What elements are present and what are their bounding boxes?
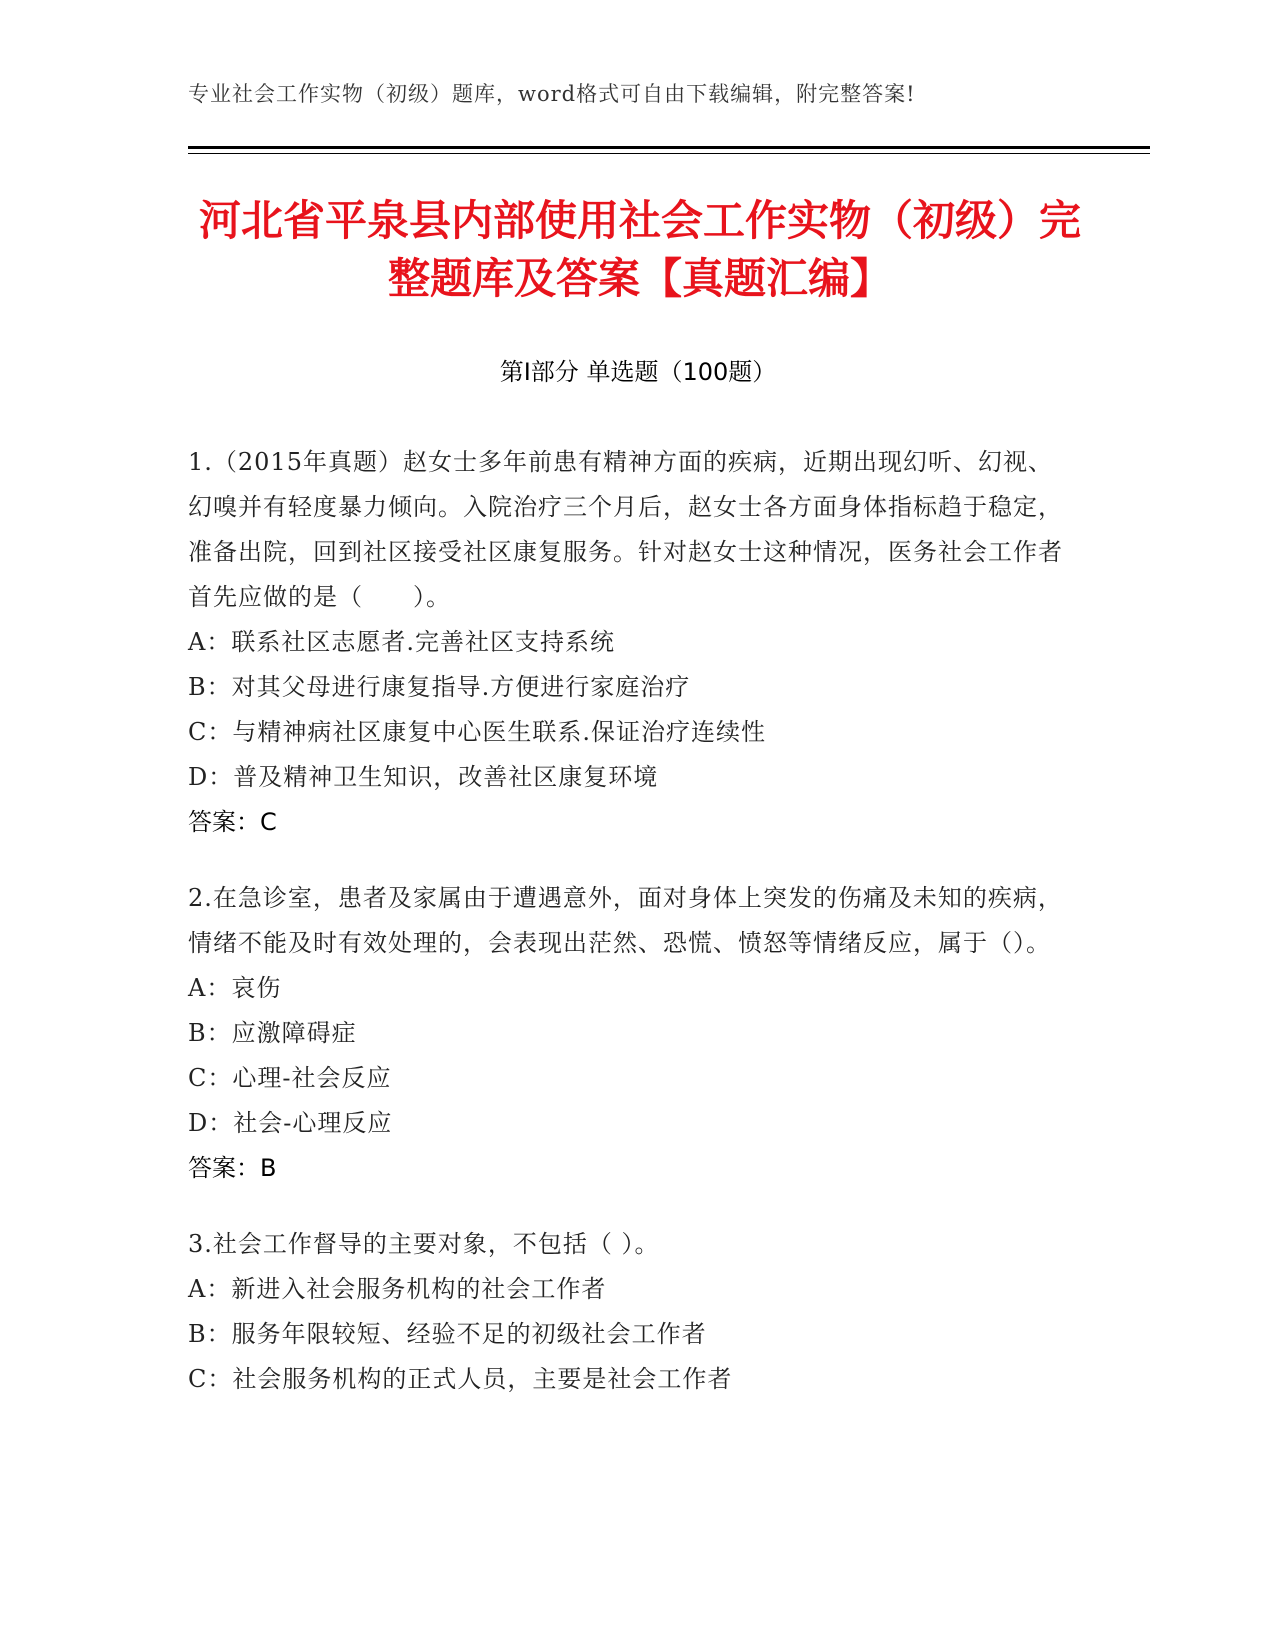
question-3 xyxy=(188,1222,1068,1402)
header-rule-thin xyxy=(188,153,1150,154)
question-stem: 3.社会工作督导的主要对象，不包括（ ）。 xyxy=(188,1230,660,1258)
option-c: C：心理-社会反应 xyxy=(188,1064,392,1092)
header-rule-thick xyxy=(188,146,1150,149)
question-stem: 2.在急诊室，患者及家属由于遭遇意外，面对身体上突发的伤痛及未知的疾病，情绪不能及时有效处理的，会表现出茫然、恐慌、愤怒等情绪反应，属于（）。 xyxy=(188,884,1063,957)
option-d: D：普及精神卫生知识，改善社区康复环境 xyxy=(188,763,659,791)
option-b: B：对其父母进行康复指导.方便进行家庭治疗 xyxy=(188,673,691,701)
answer-line: 答案：C xyxy=(188,808,277,836)
header-note: 专业社会工作实物（初级）题库，word格式可自由下载编辑，附完整答案! xyxy=(188,82,916,106)
option-c: C：社会服务机构的正式人员，主要是社会工作者 xyxy=(188,1365,733,1393)
question-1 xyxy=(188,440,1068,845)
option-a: A：哀伤 xyxy=(188,974,282,1002)
answer-line: 答案：B xyxy=(188,1154,277,1182)
option-a: A：联系社区志愿者.完善社区支持系统 xyxy=(188,628,615,656)
document-title: 河北省平泉县内部使用社会工作实物（初级）完整题库及答案【真题汇编】 xyxy=(198,196,1081,303)
option-d: D：社会-心理反应 xyxy=(188,1109,393,1137)
question-list xyxy=(188,440,1068,1433)
option-c: C：与精神病社区康复中心医生联系.保证治疗连续性 xyxy=(188,718,766,746)
question-stem: 1.（2015年真题）赵女士多年前患有精神方面的疾病，近期出现幻听、幻视、幻嗅并有轻度暴力倾向。入院治疗三个月后，赵女士各方面身体指标趋于稳定，准备出院，回到社区接受社区康复服务。针对赵女士这种情况，医务社会工作者首先应做的是（ ）。 xyxy=(188,448,1063,611)
option-a: A：新进入社会服务机构的社会工作者 xyxy=(188,1275,607,1303)
section-heading: 第I部分 单选题（100题） xyxy=(499,358,777,386)
question-2 xyxy=(188,876,1068,1191)
option-b: B：服务年限较短、经验不足的初级社会工作者 xyxy=(188,1320,707,1348)
option-b: B：应激障碍症 xyxy=(188,1019,357,1047)
